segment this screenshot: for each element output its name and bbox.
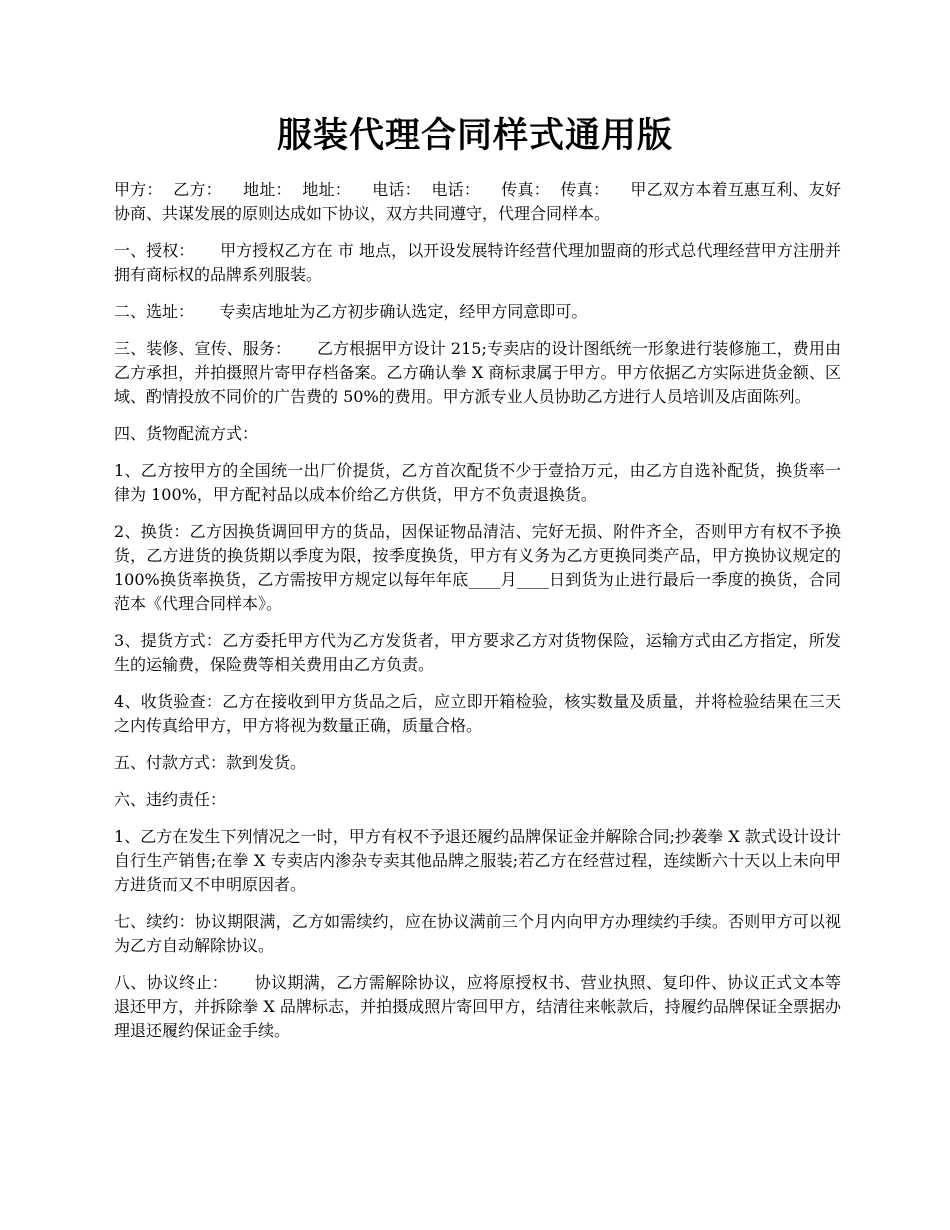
clause-termination: 八、协议终止： 协议期满，乙方需解除协议，应将原授权书、营业执照、复印件、协议正式文本等退还甲方，并拆除拳 X 品牌标志，并拍摄成照片寄回甲方，结清往来帐款后，持履约品牌保证全票据办理退还履约保证金手续。 [114, 973, 841, 1040]
clause-distribution-item-2: 2、换货：乙方因换货调回甲方的货品，因保证物品清洁、完好无损、附件齐全，否则甲方有权不予换货，乙方进货的换货期以季度为限，按季度换货，甲方有义务为乙方更换同类产品，甲方换协议规定的 100%换货率换货，乙方需按甲方规定以每年年底____月____日到货为止进行最后一季度的换货，合同范本《代理合同样本》。 [114, 522, 847, 613]
clause-distribution-item-4: 4、收货验查：乙方在接收到甲方货品之后，应立即开箱检验，核实数量及质量，并将检验结果在三天之内传真给甲方，甲方将视为数量正确，质量合格。 [114, 692, 841, 735]
clause-site-selection: 二、选址： 专卖店地址为乙方初步确认选定，经甲方同意即可。 [114, 302, 588, 321]
clause-distribution-item-1: 1、乙方按甲方的全国统一出厂价提货，乙方首次配货不少于壹拾万元，由乙方自选补配货，换货率一律为 100%，甲方配衬品以成本价给乙方供货，甲方不负责退换货。 [114, 461, 841, 504]
clause-distribution-item-3: 3、提货方式：乙方委托甲方代为乙方发货者，甲方要求乙方对货物保险，运输方式由乙方指定，所发生的运输费，保险费等相关费用由乙方负责。 [114, 631, 841, 674]
clause-decoration-promotion: 三、装修、宣传、服务： 乙方根据甲方设计 215;专卖店的设计图纸统一形象进行装修施工，费用由乙方承担，并拍摄照片寄甲存档备案。乙方确认拳 X 商标隶属于甲方。甲方依据乙方实际进货金额、区域、酌情投放不同价的广告费的 50%的费用。甲方派专业人员协助乙方进行人员培训及店面陈列。 [114, 339, 841, 406]
clause-breach-item-1: 1、乙方在发生下列情况之一时，甲方有权不予退还履约品牌保证金并解除合同;抄袭拳 X 款式设计设计自行生产销售;在拳 X 专卖店内渗杂专卖其他品牌之服装;若乙方在经营过程，连续断六十天以上未向甲方进货而又不申明原因者。 [114, 827, 841, 894]
clause-breach-heading: 六、违约责任： [114, 790, 227, 809]
document-title: 服装代理合同样式通用版 [276, 115, 673, 156]
document-body [114, 178, 847, 1056]
clause-payment: 五、付款方式：款到发货。 [114, 753, 307, 772]
clause-distribution-heading: 四、货物配流方式： [114, 424, 259, 443]
clause-authorization: 一、授权： 甲方授权乙方在 市 地点，以开设发展特许经营代理加盟商的形式总代理经营甲方注册并拥有商标权的品牌系列服装。 [114, 241, 841, 284]
party-info-paragraph: 甲方： 乙方： 地址： 地址： 电话： 电话： 传真： 传真： 甲乙双方本着互惠互利、友好协商、共谋发展的原则达成如下协议，双方共同遵守，代理合同样本。 [114, 180, 841, 223]
clause-renewal: 七、续约：协议期限满，乙方如需续约，应在协议满前三个月内向甲方办理续约手续。否则甲方可以视为乙方自动解除协议。 [114, 912, 841, 955]
